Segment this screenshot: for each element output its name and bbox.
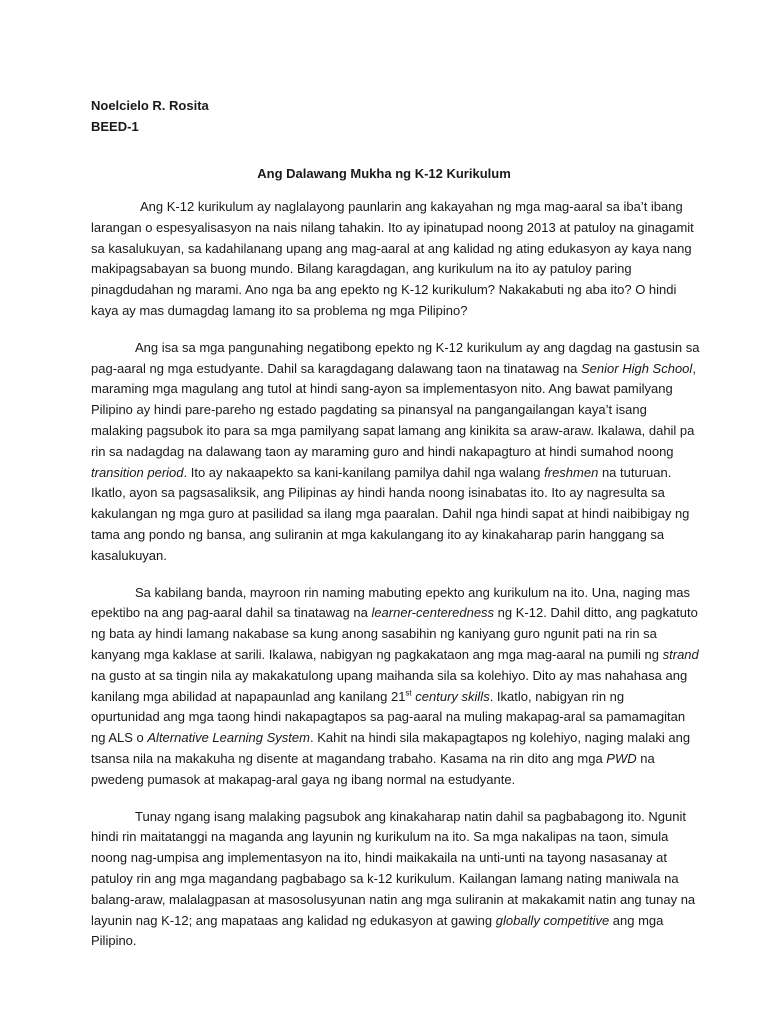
- author-header: [91, 95, 209, 137]
- paragraph-line: epektibo na ang pag-aaral dahil sa tinatawag na learner-centeredness ng K-12. Dahil ditto, ang pagkatuto: [91, 605, 698, 621]
- paragraph-4: [91, 807, 696, 953]
- paragraph-line: Ang K-12 kurikulum ay naglalayong paunlarin ang kakayahan ng mga mag-aaral sa iba’t ibang: [140, 199, 683, 214]
- paragraph-line: Tunay ngang isang malaking pagsubok ang kinakaharap natin dahil sa pagbabagong ito. Ngunit: [135, 808, 686, 824]
- paragraph-line: kanyang mga kaklase at sarili. Ikalawa, nabigyan ng pagkakataon ang mga mag-aaral na pumili ng strand: [91, 646, 699, 662]
- paragraph-3: [91, 583, 699, 791]
- paragraph-line: makipagsabayan sa buong mundo. Bilang karagdagan, ang kurikulum na ito ay patuloy paring: [91, 261, 632, 277]
- paragraph-line: ng bata ay hindi lamang nakabase sa kung anong sasabihin ng kaniyang guro ngunit pati na rin sa: [91, 626, 657, 642]
- paragraph-line: maraming mga magulang ang tutol at hindi sang-ayon sa implementasyon nito. Ang bawat pamilyang: [91, 381, 673, 397]
- paragraph-line: Pilipino ay hindi pare-pareho ng estado pagdating sa pinansyal na pangangailangan kaya’t isang: [91, 402, 647, 418]
- paragraph-line: tama ang pondo ng bansa, ang suliranin at mga kakulangang ito ay kinakaharap parin hanggang sa: [91, 526, 665, 542]
- paragraph-line: transition period. Ito ay nakaapekto sa kani-kanilang pamilya dahil nga walang freshmen na tuturuan.: [91, 464, 672, 480]
- paragraph-line: Ikatlo, ayon sa pagsasaliksik, ang Pilipinas ay hindi handa noong isinabatas ito. Ito ay nagresulta sa: [91, 485, 665, 501]
- paragraph-line: tsansa nila na makakuha ng disente at magandang trabaho. Kasama na rin dito ang mga PWD na: [91, 750, 655, 766]
- paragraph-1: [91, 197, 694, 322]
- paragraph-line: pinagdudahan ng marami. Ano nga ba ang epekto ng K-12 kurikulum? Nakakabuti ng aba ito? O hindi: [91, 282, 677, 298]
- paragraph-line: kanilang mga abilidad at napapaunlad ang kanilang 21st century skills. Ikatlo, nabigyan rin ng: [91, 688, 625, 704]
- paragraph-line: balang-araw, malalagpasan at masosolusyunan natin ang mga suliranin at makakamit natin ang tunay na: [91, 891, 696, 907]
- paragraph-line: Ang isa sa mga pangunahing negatibong epekto ng K-12 kurikulum ay ang dagdag na gastusin sa: [135, 339, 700, 355]
- essay-title: Ang Dalawang Mukha ng K-12 Kurikulum: [257, 166, 511, 181]
- author-name: Noelcielo R. Rosita: [91, 98, 209, 113]
- paragraph-line: rin sa nadagdag na dalawang taon ay maraming guro and hindi nakapagturo at hindi sumahod noong: [91, 443, 674, 459]
- paragraph-line: kakulangan ng mga guro at pasilidad sa ilang mga paaralan. Dahil nga hindi sapat at hindi naibibigay ng: [91, 506, 690, 522]
- paragraph-2: [91, 338, 700, 567]
- paragraph-line: patuloy rin ang mga magandang pagbabago sa k-12 kurikulum. Kailangan lamang nating maniwala na: [91, 870, 679, 886]
- paragraph-line: larangan o espesyalisasyon na nais nilang tahakin. Ito ay ipinatupad noong 2013 at patuloy na ginagamit: [91, 219, 694, 235]
- paragraph-line: opurtunidad ang mga taong hindi nakapagtapos sa pag-aaral na muling makapag-aral sa pamamagitan: [91, 709, 686, 725]
- paragraph-line: noong nag-umpisa ang implementasyon na ito, hindi maikakaila na unti-unti na tayong nasasanay at: [91, 850, 667, 866]
- paragraph-line: Pilipino.: [91, 933, 137, 949]
- paragraph-line: Sa kabilang banda, mayroon rin naming mabuting epekto ang kurikulum na ito. Una, naging mas: [135, 584, 691, 600]
- author-section: BEED-1: [91, 119, 139, 134]
- paragraph-line: sa kasalukuyan, sa kadahilanang upang ang mag-aaral at ang kalidad ng ating edukasyon ay kaya nang: [91, 240, 692, 256]
- paragraph-line: ng ALS o Alternative Learning System. Kahit na hindi sila makapagtapos ng kolehiyo, naging malaki ang: [91, 730, 691, 746]
- paragraph-line: pag-aaral ng mga estudyante. Dahil sa karagdagang dalawang taon na tinatawag na Senior High School,: [91, 360, 696, 376]
- paragraph-line: hindi rin maitatanggi na maganda ang layunin ng kurikulum na ito. Sa mga nakalipas na taon, simula: [91, 829, 669, 845]
- paragraph-line: pwedeng pumasok at makapag-aral gaya ng ibang normal na estudyante.: [91, 771, 516, 787]
- paragraph-line: na gusto at sa tingin nila ay makakatulong upang maihanda sila sa kolehiyo. Dito ay mas nahahasa ang: [91, 667, 688, 683]
- paragraph-line: layunin nag K-12; ang mapataas ang kalidad ng edukasyon at gawing globally competitive ang mga: [91, 912, 664, 928]
- essay-body: [91, 197, 700, 968]
- paragraph-line: kasalukuyan.: [91, 547, 167, 563]
- paragraph-line: malaking pagsubok ito para sa mga pamilyang sapat lamang ang kinikita sa araw-araw. Ikalawa, dahil pa: [91, 422, 695, 438]
- paragraph-line: kaya ay mas dumagdag lamang ito sa problema ng mga Pilipino?: [91, 302, 468, 318]
